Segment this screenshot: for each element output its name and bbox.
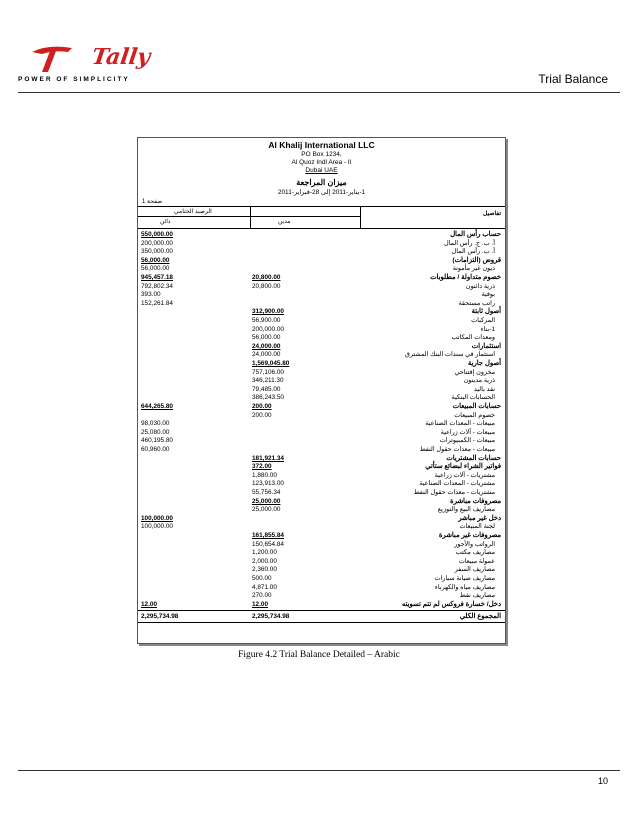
debit-cell: 20,800.00 xyxy=(252,282,281,290)
page-number: 10 xyxy=(597,776,608,786)
company-name: Al Khalij International LLC xyxy=(268,140,375,150)
particulars-cell: مخزون إفتتاحي xyxy=(454,368,495,376)
particulars-cell: أصول ثابتة xyxy=(471,308,501,316)
particulars-cell: بوفية xyxy=(481,291,495,299)
particulars-cell: مشتريات - آلات زراعية xyxy=(434,471,495,479)
particulars-cell: المركبات xyxy=(471,317,495,324)
page-header xyxy=(0,0,638,96)
particulars-cell: استثمارات xyxy=(471,342,501,350)
table-row xyxy=(138,600,505,609)
brand-name: Tally xyxy=(90,44,152,70)
tally-logo-icon xyxy=(28,44,92,74)
credit-header: دائن xyxy=(160,219,171,225)
debit-cell: 56,000.00 xyxy=(252,334,281,342)
credit-cell: 350,000.00 xyxy=(141,248,173,256)
debit-cell: 386,243.50 xyxy=(252,394,284,402)
debit-cell: 12.00 xyxy=(252,600,268,608)
column-divider xyxy=(250,206,251,228)
brand-tagline: POWER OF SIMPLICITY xyxy=(18,76,130,83)
credit-cell: 393.00 xyxy=(141,291,161,299)
address-line-1: PO Box 1234, xyxy=(301,151,342,158)
debit-cell: 2,295,734.98 xyxy=(252,613,290,621)
debit-cell: 1,200.00 xyxy=(252,549,277,557)
particulars-cell: 1-بناء xyxy=(480,325,495,333)
figure-caption: Figure 4.2 Trial Balance Detailed – Arabic xyxy=(238,650,400,660)
debit-cell: 312,900.00 xyxy=(252,308,284,316)
particulars-cell: راتب مستحقة xyxy=(458,299,495,307)
particulars-cell: لجنة المبيعات xyxy=(459,523,495,531)
debit-cell: 500.00 xyxy=(252,575,272,582)
particulars-cell: مصاريف نقط xyxy=(459,592,495,600)
debit-cell: 372.00 xyxy=(252,463,272,471)
debit-cell: 25,000.00 xyxy=(252,497,281,505)
debit-cell: 2,360.00 xyxy=(252,566,277,574)
debit-cell: 25,000.00 xyxy=(252,506,281,514)
particulars-cell: أ. ب. رأس المال xyxy=(451,248,495,256)
particulars-cell: مصروفات مباشرة xyxy=(450,497,501,505)
header-rule xyxy=(18,92,620,93)
debit-cell: 20,800.00 xyxy=(252,274,281,281)
credit-cell: 644,265.80 xyxy=(141,403,173,410)
particulars-cell: مشتريات - معدات حقول النفط xyxy=(413,489,495,496)
credit-cell: 100,000.00 xyxy=(141,523,173,531)
debit-cell: 24,000.00 xyxy=(252,351,281,359)
debit-cell: 270.00 xyxy=(252,592,272,600)
closing-balance-header: الرصيد الختامي xyxy=(174,209,212,215)
particulars-cell: فواتير الشراء لبضائع ستأتي xyxy=(425,463,501,471)
particulars-cell: المجموع الكلي xyxy=(459,613,501,621)
particulars-cell: مبيعات - آلات زراعية xyxy=(440,428,495,436)
particulars-cell: أصول جارية xyxy=(467,360,501,367)
particulars-cell: مبيعات - المعدات الصناعية xyxy=(425,420,495,428)
debit-cell: 56,900.00 xyxy=(252,317,281,324)
particulars-cell: مصاريف مياه والكهرباء xyxy=(434,583,495,591)
debit-cell: 55,756.34 xyxy=(252,489,281,496)
debit-cell: 2,000.00 xyxy=(252,557,277,565)
grand-total-row xyxy=(138,612,505,621)
particulars-header: تفاصيل xyxy=(483,211,501,217)
particulars-cell: مبيعات - معدات حقول النفط xyxy=(419,446,495,453)
credit-cell: 550,000.00 xyxy=(141,231,173,238)
particulars-cell: حسابات المشتريات xyxy=(446,454,501,462)
credit-cell: 56,000.00 xyxy=(141,256,170,264)
particulars-cell: ذرية مدينون xyxy=(463,377,495,385)
particulars-cell: حسابات المبيعات xyxy=(452,403,501,410)
particulars-cell: مبيعات - الكمبيوترات xyxy=(439,437,495,445)
address-line-3: Dubai UAE xyxy=(305,167,338,174)
table-top-rule xyxy=(138,206,505,207)
debit-cell: 4,871.00 xyxy=(252,583,277,591)
debit-cell: 123,913.00 xyxy=(252,480,284,488)
particulars-cell: الرواتب والأجور xyxy=(454,540,495,548)
particulars-cell: ذرية دائنون xyxy=(465,282,495,290)
debit-cell: 181,921.34 xyxy=(252,454,284,462)
debit-cell: 200.00 xyxy=(252,411,272,419)
particulars-cell: دخل/ خسارة فروكس لم تتم تسويته xyxy=(401,600,501,608)
credit-cell: 200,000.00 xyxy=(141,239,173,247)
particulars-cell: الحسابات البنكية xyxy=(451,394,495,402)
credit-cell: 152,261.84 xyxy=(141,299,173,307)
particulars-cell: مصاريف صيانة سيارات xyxy=(434,575,495,582)
report-period: 1-يناير-2011 إلى 28-فبراير-2011 xyxy=(277,189,366,196)
particulars-cell: ديون غير مأمونة xyxy=(452,265,495,273)
report-title: ميزان المراجعة xyxy=(296,178,347,187)
particulars-cell: أ. ب. ج. رأس المال xyxy=(443,239,495,247)
particulars-cell: مصاريف مكتب xyxy=(455,549,495,557)
credit-cell: 2,295,734.98 xyxy=(141,613,179,621)
particulars-cell: مصاريف البيع والتوزيع xyxy=(437,506,495,514)
particulars-cell: نقد باليد xyxy=(473,385,495,393)
credit-cell: 25,080.00 xyxy=(141,428,170,436)
debit-cell: 346,211.30 xyxy=(252,377,284,385)
debit-cell: 150,654.84 xyxy=(252,540,284,548)
document-title: Trial Balance xyxy=(538,72,608,86)
debit-cell: 1,880.00 xyxy=(252,471,277,479)
header-bottom-rule xyxy=(138,228,505,229)
credit-cell: 460,195.80 xyxy=(141,437,173,445)
credit-cell: 60,960.00 xyxy=(141,446,170,453)
particulars-cell: قروض (التزامات) xyxy=(452,256,501,264)
total-top-rule xyxy=(138,610,505,611)
particulars-cell: حساب رأس المال xyxy=(450,231,501,238)
column-divider xyxy=(360,206,361,228)
debit-cell: 161,855.84 xyxy=(252,532,284,539)
page-label: صفحة 1 xyxy=(142,199,163,205)
particulars-cell: ومعدات المكاتب xyxy=(451,334,495,342)
debit-cell: 200.00 xyxy=(252,403,272,410)
trial-balance-report xyxy=(137,137,506,644)
debit-cell: 79,485.00 xyxy=(252,385,281,393)
credit-cell: 792,802.34 xyxy=(141,282,173,290)
header-mid-rule xyxy=(138,216,360,217)
particulars-cell: دخل غير مباشر xyxy=(458,514,501,522)
debit-cell: 1,569,045.80 xyxy=(252,360,290,367)
credit-cell: 56,000.00 xyxy=(141,265,170,273)
footer-rule xyxy=(18,770,620,771)
credit-cell: 945,457.18 xyxy=(141,274,173,281)
particulars-cell: عمولة مبيعات xyxy=(458,557,495,565)
particulars-cell: مشتريات - المعدات الصناعية xyxy=(419,480,495,488)
particulars-cell: خصوم متداولة / مطلوبات xyxy=(430,274,501,281)
address-line-2: Al Quoz Indl Area - II xyxy=(291,159,352,166)
total-bottom-rule xyxy=(138,622,505,623)
particulars-cell: مصاريف السفر xyxy=(454,566,495,574)
debit-header: مدين xyxy=(278,219,291,225)
particulars-cell: استثمار في سندات البنك المشترق xyxy=(404,351,495,359)
debit-cell: 24,000.00 xyxy=(252,342,281,350)
credit-cell: 12.00 xyxy=(141,600,157,608)
credit-cell: 98,030.00 xyxy=(141,420,170,428)
debit-cell: 200,000.00 xyxy=(252,325,284,333)
debit-cell: 757,106.00 xyxy=(252,368,284,376)
particulars-cell: مصروفات غير مباشرة xyxy=(438,532,501,539)
credit-cell: 100,000.00 xyxy=(141,514,173,522)
particulars-cell: خصوم المبيعات xyxy=(454,411,495,419)
